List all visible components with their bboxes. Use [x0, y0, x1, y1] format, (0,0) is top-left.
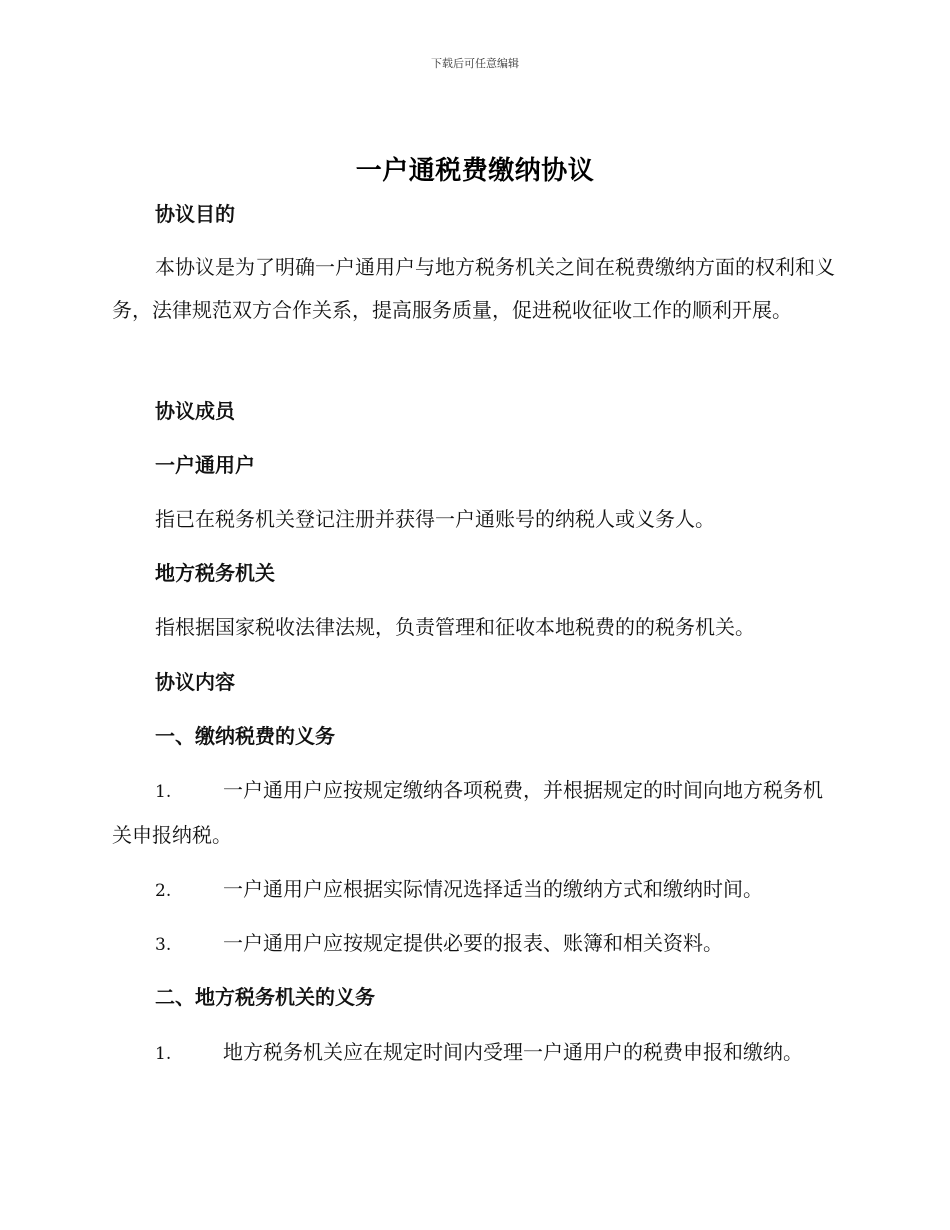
part1-list-item-1: [112, 769, 836, 857]
list-item-text: 一户通用户应根据实际情况选择适当的缴纳方式和缴纳时间。: [223, 877, 763, 901]
page-header-note: 下载后可任意编辑: [431, 57, 519, 70]
part1-heading: 一、缴纳税费的义务: [155, 724, 335, 748]
member-authority-definition: 指根据国家税收法律法规，负责管理和征收本地税费的的税务机关。: [155, 615, 755, 639]
list-item-text: 一户通用户应按规定缴纳各项税费，并根据规定的时间向地方税务机关申报纳税。: [112, 778, 823, 847]
part1-list-item-2: [112, 868, 836, 913]
section-heading-content: 协议内容: [155, 670, 235, 694]
list-number: 1.: [155, 1044, 172, 1064]
list-number: 2.: [155, 881, 172, 901]
member-heading-user: 一户通用户: [155, 453, 255, 477]
part1-list-item-3: [112, 922, 836, 967]
part2-heading: 二、地方税务机关的义务: [155, 985, 375, 1009]
section-heading-members: 协议成员: [155, 399, 235, 423]
document-title: 一户通税费缴纳协议: [355, 156, 595, 186]
list-number: 1.: [155, 782, 172, 802]
list-item-text: 地方税务机关应在规定时间内受理一户通用户的税费申报和缴纳。: [223, 1040, 803, 1064]
purpose-paragraph: 本协议是为了明确一户通用户与地方税务机关之间在税费缴纳方面的权利和义务，法律规范双方合作关系，提高服务质量，促进税收征收工作的顺利开展。: [112, 255, 835, 322]
member-heading-authority: 地方税务机关: [155, 561, 275, 585]
list-item-text: 一户通用户应按规定提供必要的报表、账簿和相关资料。: [223, 931, 723, 955]
list-number: 3.: [155, 935, 172, 955]
member-user-definition: 指已在税务机关登记注册并获得一户通账号的纳税人或义务人。: [155, 507, 715, 531]
section-heading-purpose: 协议目的: [155, 202, 235, 226]
part2-list-item-1: [112, 1031, 836, 1076]
